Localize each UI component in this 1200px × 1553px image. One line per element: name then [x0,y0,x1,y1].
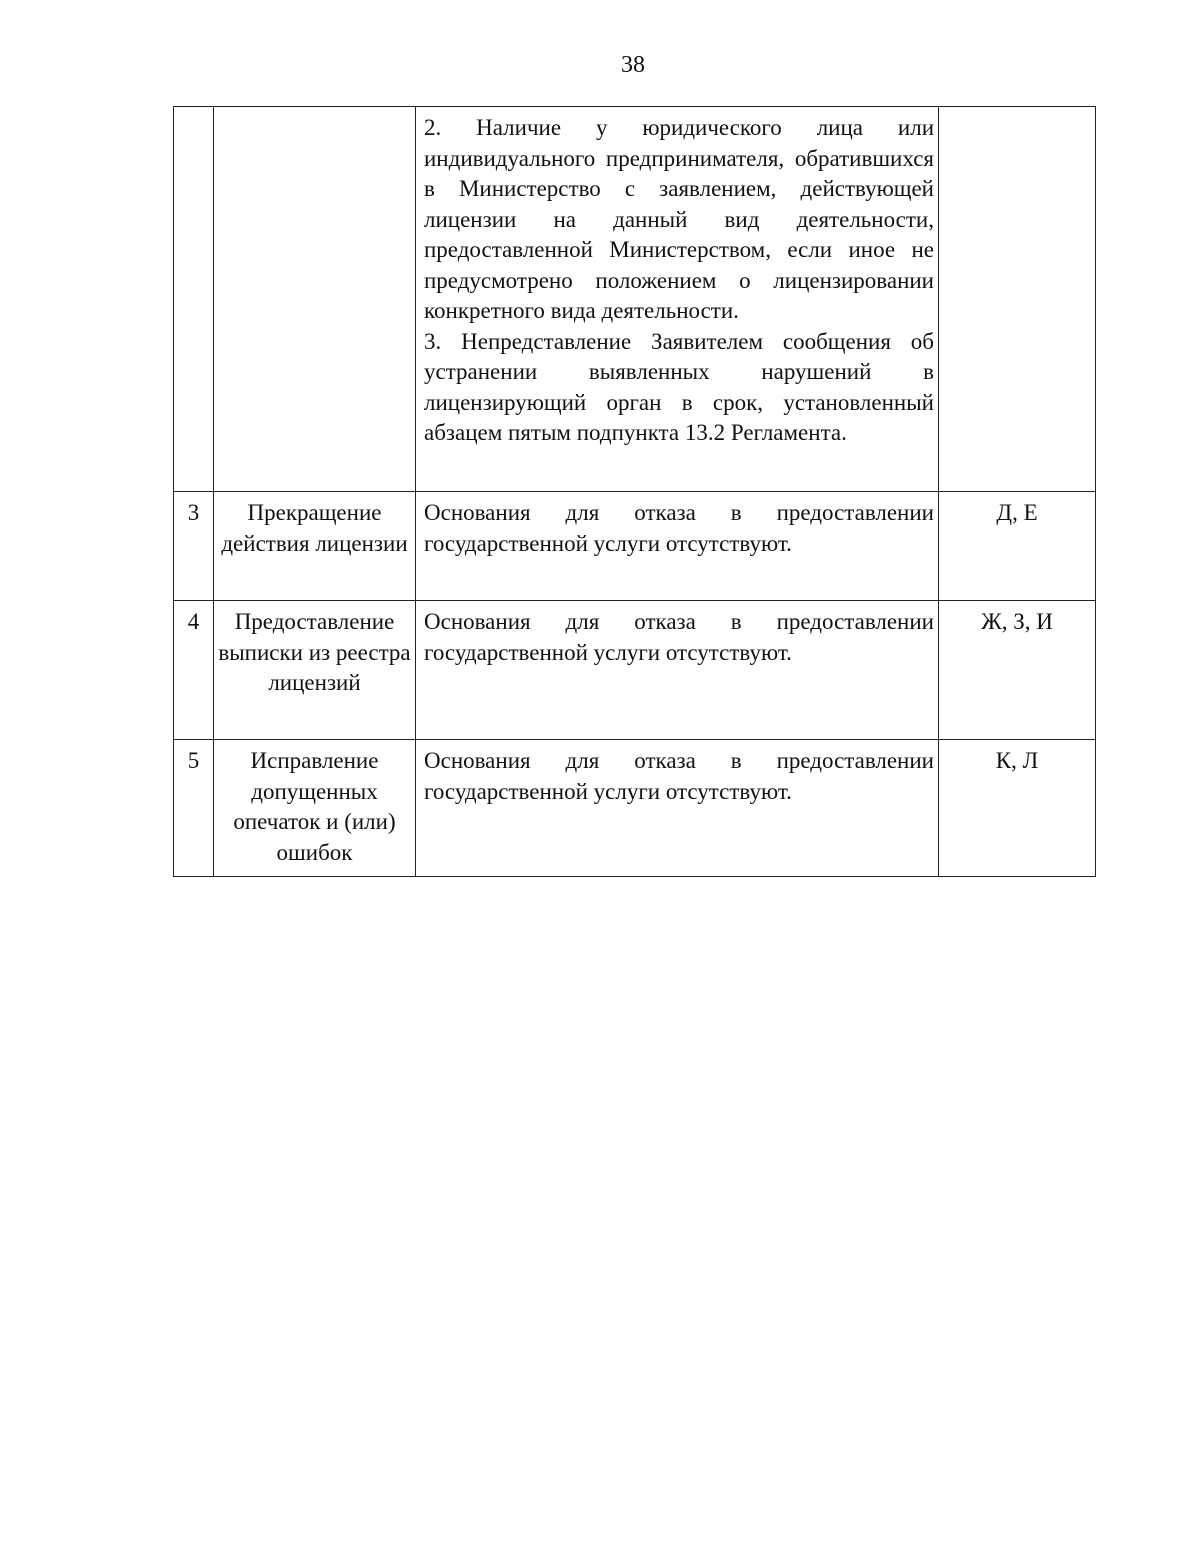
documents-cell: Ж, З, И [939,601,1096,740]
refusal-reason-paragraph: 2. Наличие у юридического лица или индивидуального предпринимателя, обратившихся в Министерство с заявлением, действующей лицензии на данный вид деятельности, предоставленной Министерством, если иное не предусмотрено положением о лицензировании конкретного вида деятельности. [424,115,934,323]
page-number: 38 [621,52,645,78]
service-name-cell: Исправление допущенных опечаток и (или) ошибок [214,740,416,877]
services-table [173,106,1096,877]
service-name-cell: Прекращение действия лицензии [214,492,416,601]
refusal-reasons-cell [416,601,939,740]
row-number-cell: 3 [174,492,214,601]
refusal-reason-paragraph: Основания для отказа в предоставлении государственной услуги отсутствуют. [424,748,934,804]
refusal-reason-paragraph: 3. Непредставление Заявителем сообщения об устранении выявленных нарушений в лицензирующий орган в срок, установленный абзацем пятым подпункта 13.2 Регламента. [424,328,934,445]
row-number-cell: 4 [174,601,214,740]
service-name-cell [214,107,416,492]
documents-cell: Д, Е [939,492,1096,601]
refusal-reasons-cell [416,107,939,492]
row-number-cell [174,107,214,492]
refusal-reasons-cell [416,492,939,601]
documents-cell: К, Л [939,740,1096,877]
service-name-cell: Предоставление выписки из реестра лицензий [214,601,416,740]
row-number-cell: 5 [174,740,214,877]
table-row [174,107,1096,492]
table-row [174,740,1096,877]
refusal-reason-paragraph: Основания для отказа в предоставлении государственной услуги отсутствуют. [424,500,934,556]
refusal-reason-paragraph: Основания для отказа в предоставлении государственной услуги отсутствуют. [424,609,934,665]
documents-cell [939,107,1096,492]
refusal-reasons-cell [416,740,939,877]
table-row [174,492,1096,601]
table-row [174,601,1096,740]
